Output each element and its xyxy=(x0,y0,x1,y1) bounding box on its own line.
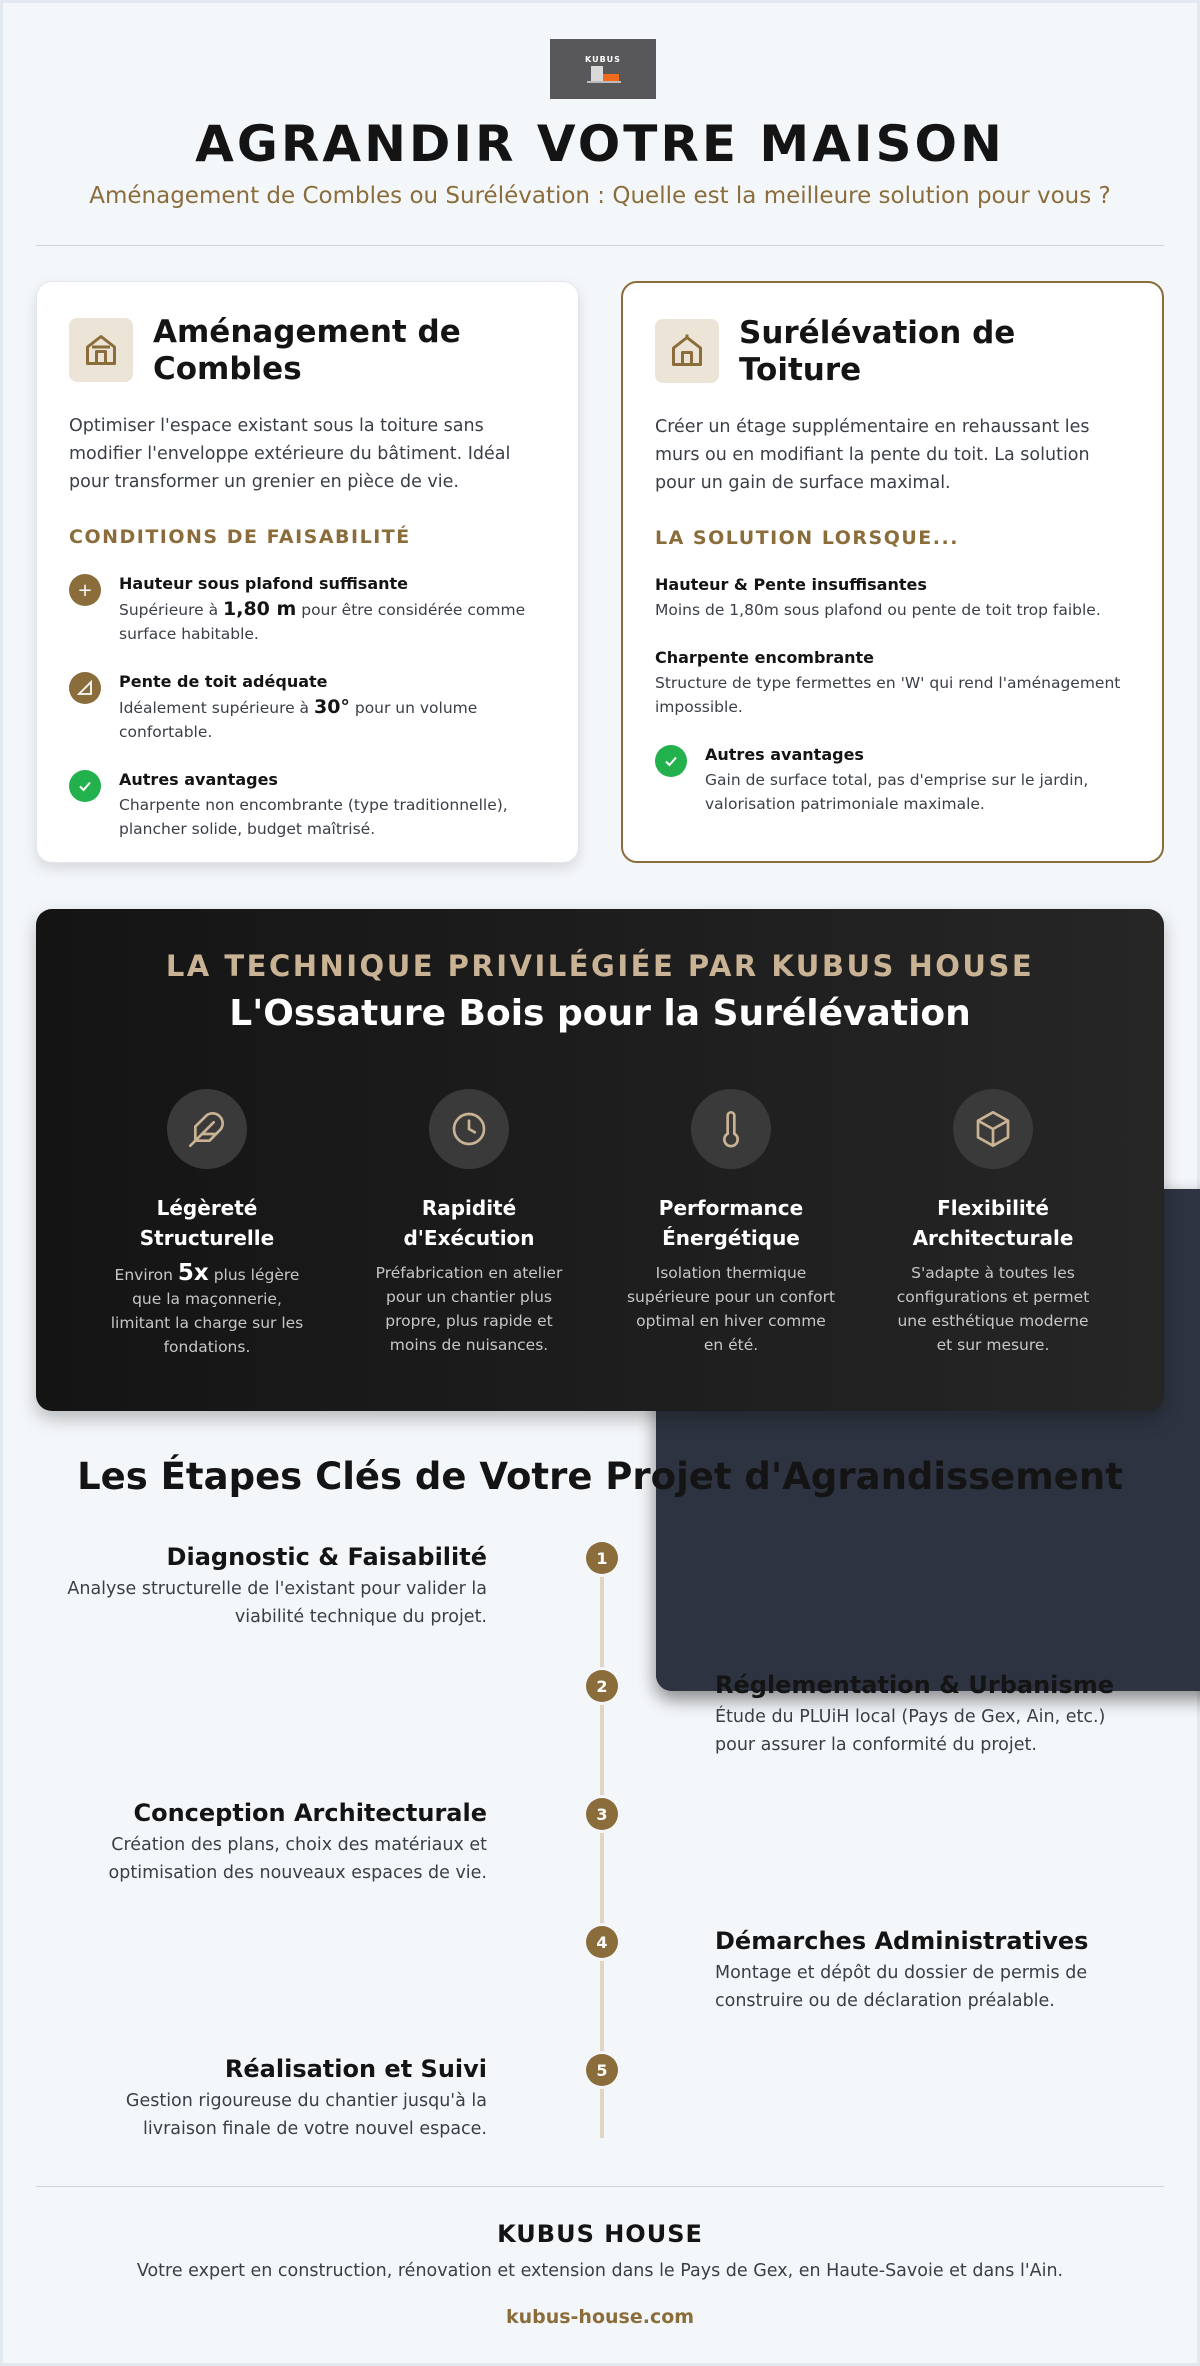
check-icon xyxy=(655,745,687,777)
step-title: Conception Architecturale xyxy=(133,1799,487,1827)
pillar-energy xyxy=(600,1089,862,1359)
logo-text: KUBUS xyxy=(585,54,621,64)
pillar-title: Flexibilité Architecturale xyxy=(912,1196,1074,1250)
step-text: Analyse structurelle de l'existant pour valider la viabilité technique du projet. xyxy=(67,1579,487,1627)
feature-item xyxy=(655,575,1130,622)
house-up-icon xyxy=(655,319,719,383)
pillar-highlight: 5x xyxy=(177,1260,209,1286)
timeline-step xyxy=(3,1542,1197,1670)
feature-text: Moins de 1,80m sous plafond ou pente de toit trop faible. xyxy=(655,601,1101,619)
pillar-text: S'adapte à toutes les configurations et permet une esthétique moderne et sur mesure. xyxy=(896,1264,1090,1354)
feature-text: Gain de surface total, pas d'emprise sur le jardin, valorisation patrimoniale maximale. xyxy=(705,771,1089,813)
timeline-step xyxy=(3,1798,1197,1926)
pillar-flexibility xyxy=(862,1089,1124,1359)
card-combles xyxy=(36,281,579,863)
thermometer-icon xyxy=(691,1089,771,1169)
step-number: 4 xyxy=(586,1926,618,1958)
feature-text: Idéalement supérieure à 30° pour un volume confortable. xyxy=(119,696,478,741)
step-title: Démarches Administratives xyxy=(715,1927,1089,1955)
card-section-label: CONDITIONS DE FAISABILITÉ xyxy=(69,526,411,548)
feature-title: Pente de toit adéquate xyxy=(119,672,328,691)
card-section-label: LA SOLUTION LORSQUE... xyxy=(655,527,959,549)
feature-text: Structure de type fermettes en 'W' qui rend l'aménagement impossible. xyxy=(655,674,1121,716)
feature-title: Hauteur & Pente insuffisantes xyxy=(655,575,927,594)
pillar-speed xyxy=(338,1089,600,1359)
page-subtitle: Aménagement de Combles ou Surélévation : Quelle est la meilleure solution pour vous ? xyxy=(89,183,1111,209)
step-text: Montage et dépôt du dossier de permis de construire ou de déclaration préalable. xyxy=(715,1963,1088,2011)
feature-text: Supérieure à 1,80 m pour être considérée comme surface habitable. xyxy=(119,598,526,643)
card-title: Aménagement de Combles xyxy=(153,314,461,387)
footer-brand: KUBUS HOUSE xyxy=(497,2220,703,2248)
feature-item xyxy=(69,672,546,744)
pillar-text: Préfabrication en atelier pour un chantier plus propre, plus rapide et moins de nuisances. xyxy=(375,1264,563,1354)
pillar-title: Légèreté Structurelle xyxy=(139,1196,275,1250)
logo-mark-icon xyxy=(583,66,623,84)
timeline-step xyxy=(3,1670,1197,1798)
timeline-step xyxy=(3,2054,1197,2182)
feature-title: Charpente encombrante xyxy=(655,648,875,667)
page xyxy=(3,3,1197,2363)
clock-icon xyxy=(429,1089,509,1169)
pillar-title: Rapidité d'Exécution xyxy=(403,1196,535,1250)
feature-item xyxy=(69,574,546,646)
kubus-logo[interactable] xyxy=(550,39,656,99)
step-number: 2 xyxy=(586,1670,618,1702)
house-icon xyxy=(69,318,133,382)
step-text: Étude du PLUiH local (Pays de Gex, Ain, etc.) pour assurer la conformité du projet. xyxy=(715,1707,1106,1755)
feature-item xyxy=(69,770,546,841)
card-description: Créer un étage supplémentaire en rehaussant les murs ou en modifiant la pente du toit. La solution pour un gain de surface maximal. xyxy=(655,417,1090,493)
pillar-title: Performance Énergétique xyxy=(658,1196,804,1250)
pillar-text: Environ 5x plus légère que la maçonnerie, limitant la charge sur les fondations. xyxy=(110,1260,304,1356)
feature-title: Hauteur sous plafond suffisante xyxy=(119,574,408,593)
pillar-text: Isolation thermique supérieure pour un confort optimal en hiver comme en été. xyxy=(626,1264,836,1354)
step-number: 3 xyxy=(586,1798,618,1830)
card-title: Surélévation de Toiture xyxy=(739,315,1016,388)
technique-kicker: LA TECHNIQUE PRIVILÉGIÉE PAR KUBUS HOUSE xyxy=(165,949,1035,983)
feature-item xyxy=(655,745,1130,816)
card-surelevation xyxy=(621,281,1164,863)
page-title: AGRANDIR VOTRE MAISON xyxy=(195,115,1005,173)
plus-icon: + xyxy=(69,574,101,606)
website-link[interactable]: kubus-house.com xyxy=(505,2306,695,2328)
timeline-step xyxy=(3,1926,1197,2054)
slope-icon xyxy=(69,672,101,704)
step-text: Création des plans, choix des matériaux et optimisation des nouveaux espaces de vie. xyxy=(108,1835,487,1883)
step-title: Diagnostic & Faisabilité xyxy=(166,1543,487,1571)
feature-title: Autres avantages xyxy=(119,770,278,789)
header-divider xyxy=(36,245,1164,246)
cube-icon xyxy=(953,1089,1033,1169)
pillar-lightness xyxy=(76,1089,338,1359)
step-title: Réglementation & Urbanisme xyxy=(715,1671,1114,1699)
check-icon xyxy=(69,770,101,802)
steps-title: Les Étapes Clés de Votre Projet d'Agrandissement xyxy=(77,1455,1123,1498)
feature-highlight: 1,80 m xyxy=(223,598,297,620)
step-number: 5 xyxy=(586,2054,618,2086)
step-number: 1 xyxy=(586,1542,618,1574)
card-description: Optimiser l'espace existant sous la toiture sans modifier l'enveloppe extérieure du bâtiment. Idéal pour transformer un grenier en pièce de vie. xyxy=(69,416,511,492)
technique-title: L'Ossature Bois pour la Surélévation xyxy=(229,993,971,1034)
footer-tagline: Votre expert en construction, rénovation et extension dans le Pays de Gex, en Haute-Savoie et dans l'Ain. xyxy=(136,2261,1064,2281)
feature-title: Autres avantages xyxy=(705,745,864,764)
feature-item xyxy=(655,648,1130,719)
feather-icon xyxy=(167,1089,247,1169)
footer-divider xyxy=(36,2186,1164,2187)
feature-text: Charpente non encombrante (type traditionnelle), plancher solide, budget maîtrisé. xyxy=(119,796,508,838)
technique-section xyxy=(36,909,1164,1411)
step-text: Gestion rigoureuse du chantier jusqu'à la livraison finale de votre nouvel espace. xyxy=(125,2091,487,2139)
feature-highlight: 30° xyxy=(313,696,350,718)
step-title: Réalisation et Suivi xyxy=(224,2055,487,2083)
